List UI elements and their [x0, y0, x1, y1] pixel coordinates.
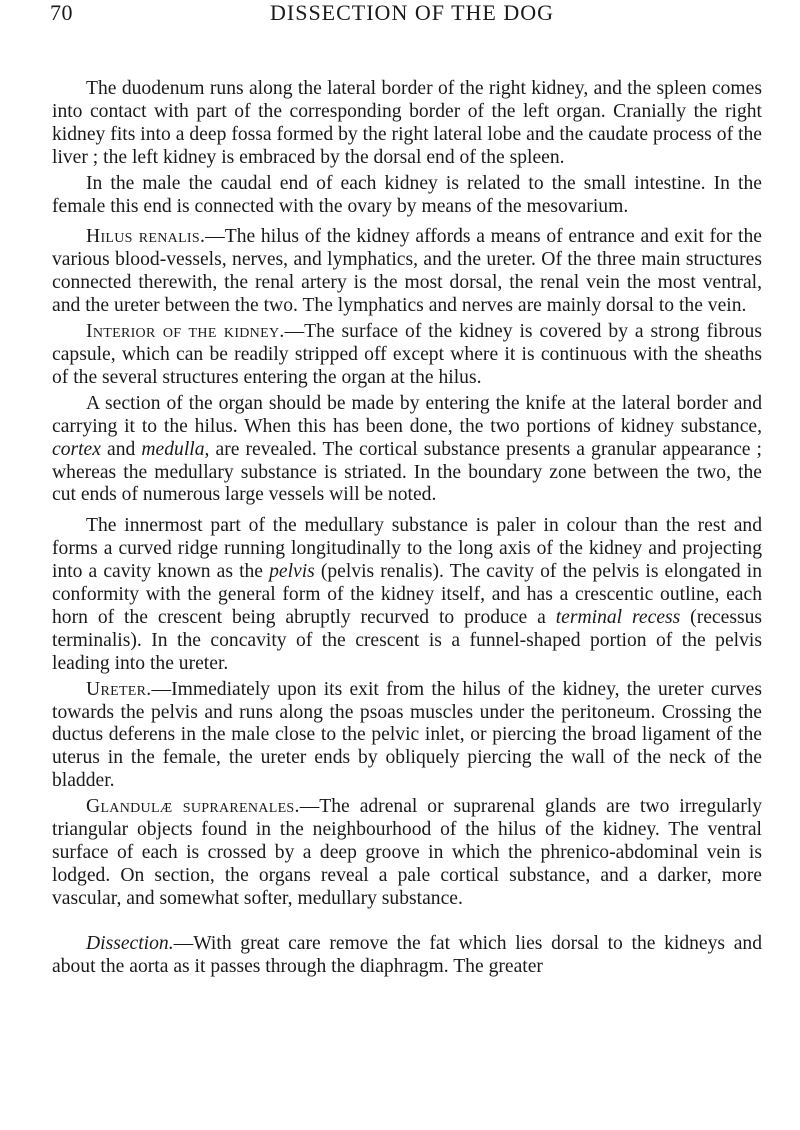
paragraph-caudal-end — [52, 173, 762, 219]
paragraph-text: (recessus terminalis). In the concavity of the crescent is a funnel-shaped portion of the pelvis leading into the ureter. — [52, 606, 762, 674]
paragraph-interior-kidney — [52, 321, 762, 390]
paragraph-text: —With great care remove the fat which lies dorsal to the kidneys and about the aorta as it passes through the diaphragm. The greater — [52, 932, 762, 977]
paragraph-dissection — [52, 933, 762, 979]
paragraph-text: —The hilus of the kidney affords a means of entrance and exit for the various blood-vessels, nerves, and lymphatics, and the ureter. Of the three main structures connected therewith, the renal artery is the most dorsal, the renal vein the most ventral, and the ureter between the two. The lymphatics and nerves are mainly dorsal to the vein. — [52, 226, 762, 317]
term-medulla: medulla — [141, 438, 205, 460]
paragraph-hilus-renalis — [52, 226, 762, 318]
paragraph-text: A section of the organ should be made by entering the knife at the lateral border and carrying it to the hilus. When this has been done, the two portions of kidney substance, — [52, 392, 762, 437]
paragraph-text: —The adrenal or suprarenal glands are two irregularly triangular objects found in the neighbourhood of the hilus of the kidney. The ventral surface of each is crossed by a deep groove in which the phrenico-abdominal vein is lodged. On section, the organs reveal a pale cortical substance, and a darker, more vascular, and somewhat softer, medullary substance. — [52, 796, 762, 909]
paragraph-duodenum — [52, 78, 762, 170]
body-text — [52, 78, 762, 987]
paragraph-medullary-pelvis — [52, 515, 762, 675]
running-head — [50, 0, 760, 30]
paragraph-text: The duodenum runs along the lateral border of the right kidney, and the spleen comes into contact with part of the corresponding border of the left organ. Cranially the right kidney fits into a deep fossa formed by the right lateral lobe and the caudate process of the liver ; the left kidney is embraced by the dorsal end of the spleen. — [52, 78, 762, 168]
term-terminal-recess: terminal recess — [555, 606, 681, 628]
paragraph-ureter — [52, 679, 762, 794]
section-heading-dissection: Dissection. — [86, 932, 174, 954]
page-header-title: DISSECTION OF THE DOG — [270, 0, 554, 25]
section-heading-hilus-renalis: Hilus renalis. — [86, 226, 206, 248]
paragraph-text: The innermost part of the medullary substance is paler in colour than the rest and forms a curved ridge running longitudinally to the long axis of the kidney and projecting into a cavity known as the — [52, 515, 762, 583]
paragraph-section-of-organ — [52, 393, 762, 508]
paragraph-text: In the male the caudal end of each kidney is related to the small intestine. In the female this end is connected with the ovary by means of the mesovarium. — [52, 172, 762, 217]
section-heading-interior-kidney: Interior of the kidney. — [86, 321, 285, 343]
section-heading-glandulae-suprarenales: Glandulæ suprarenales. — [86, 796, 300, 818]
paragraph-text: —Immediately upon its exit from the hilus of the kidney, the ureter curves towards the pelvis and runs along the psoas muscles under the peritoneum. Crossing the ductus deferens in the male close to the pelvic inlet, or piercing the broad ligament of the uterus in the female, the ureter ends by obliquely piercing the wall of the neck of the bladder. — [52, 678, 762, 792]
paragraph-suprarenal-glands — [52, 796, 762, 911]
page-number: 70 — [50, 0, 73, 25]
term-cortex: cortex — [52, 438, 101, 460]
term-pelvis: pelvis — [269, 561, 315, 583]
paragraph-text: , are revealed. The cortical substance presents a granular appearance ; whereas the medullary substance is striated. In the boundary zone between the two, the cut ends of numerous large vessels will be noted. — [52, 438, 763, 506]
paragraph-text: —The surface of the kidney is covered by a strong fibrous capsule, which can be readily stripped off except where it is continuous with the sheaths of the several structures entering the organ at the hilus. — [52, 321, 762, 388]
section-heading-ureter: Ureter. — [86, 678, 152, 700]
paragraph-text: (pelvis renalis). The cavity of the pelvis is elongated in conformity with the general form of the kidney itself, and has a crescentic outline, each horn of the crescent being abruptly recurved to produce a — [52, 561, 762, 628]
paragraph-text: and — [100, 438, 142, 460]
